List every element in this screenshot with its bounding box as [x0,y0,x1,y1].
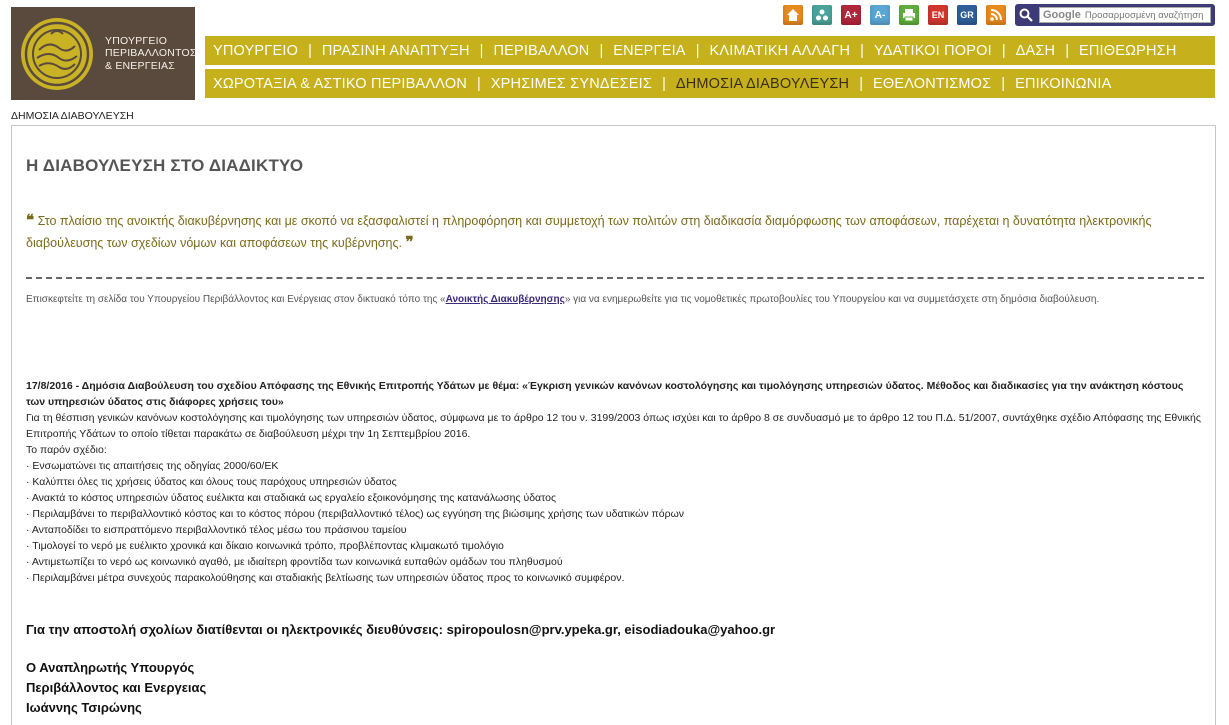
signature-block [26,658,206,718]
quote-open-icon: ❝ [26,211,35,229]
signature-line: Περιβάλλοντος και Ενεργειας [26,680,207,695]
nav-item-environment[interactable]: ΠΕΡΙΒΑΛΛΟΝ [493,42,590,59]
main-nav-row-2 [205,69,1215,98]
nav-separator: | [860,42,864,59]
logo-line: ΠΕΡΙΒΑΛΛΟΝΤΟΣ [105,47,197,60]
nav-item-spatial-planning[interactable]: ΧΩΡΟΤΑΞΙΑ & ΑΣΤΙΚΟ ΠΕΡΙΒΑΛΛΟΝ [213,75,468,92]
logo-text [105,35,197,73]
announcement-intro: Το παρόν σχέδιο: [26,444,107,456]
comments-emails: Για την αποστολή σχολίων διατίθενται οι ηλεκτρονικές διευθύνσεις: spiropoulosn@prv.ypeka.gr, eisodiadouka@yahoo.gr [26,622,776,637]
search-icon[interactable] [1015,4,1037,26]
share-icon[interactable] [812,5,832,25]
breadcrumb[interactable]: ΔΗΜΟΣΙΑ ΔΙΑΒΟΥΛΕΥΣΗ [11,110,134,122]
search-placeholder: Προσαρμοσμένη αναζήτηση [1084,9,1204,21]
announcement-list [26,458,1201,586]
announcement-title: 17/8/2016 - Δημόσια Διαβούλευση του σχεδίου Απόφασης της Εθνικής Επιτροπής Υδάτων με θέμα: «Έγκριση γενικών κανόνων κοστολόγησης και τιμολόγησης υπηρεσιών ύδατος. Μέθοδος και διαδικασίες για την ανάκτηση κόστους των υπηρεσιών ύδατος στις διάφορες χρήσεις του» [26,380,1184,408]
nav-item-climate-change[interactable]: ΚΛΙΜΑΤΙΚΗ ΑΛΛΑΓΗ [709,42,851,59]
nav-item-water-resources[interactable]: ΥΔΑΤΙΚΟΙ ΠΟΡΟΙ [873,42,992,59]
nav-item-ministry[interactable]: ΥΠΟΥΡΓΕΙΟ [213,42,299,59]
nav-item-inspection[interactable]: ΕΠΙΘΕΩΡΗΣΗ [1078,42,1177,59]
quote-text: Στο πλαίσιο της ανοικτής διακυβέρνησης και με σκοπό να εξασφαλιστεί η πληροφόρηση και συμμετοχή των πολιτών στη διαδικασία διαμόρφωσης των αποφάσεων, παρέχεται η δυνατότητα ηλεκτρονικής διαβούλευσης των σχεδίων νόμων και αποφάσεων της κυβέρνησης. [26,214,1152,250]
list-item: · Ανταποδίδει το εισπραττόμενο περιβαλλοντικό τέλος μέσω του πράσινου ταμείου [26,522,1201,538]
nav-item-forests[interactable]: ΔΑΣΗ [1015,42,1056,59]
intro-quote [26,210,1198,254]
nav-separator: | [859,75,863,92]
google-label: Google [1043,9,1081,21]
main-nav-row-1 [205,36,1215,65]
open-government-link[interactable]: Ανοικτής Διακυβέρνησης [445,294,565,305]
list-item: · Ανακτά το κόστος υπηρεσιών ύδατος ευέλικτα και σταδιακά ως εργαλείο εξοικονόμησης της κατανάλωσης ύδατος [26,490,1201,506]
list-item: · Καλύπτει όλες τις χρήσεις ύδατος και όλους τους παρόχους υπηρεσιών ύδατος [26,474,1201,490]
dashed-divider [26,277,1204,279]
nav-separator: | [1065,42,1069,59]
nav-item-energy[interactable]: ΕΝΕΡΓΕΙΑ [613,42,686,59]
lang-en-icon[interactable]: EN [928,5,948,25]
nav-separator: | [662,75,666,92]
visit-text-after: » για να ενημερωθείτε για τις νομοθετικές πρωτοβουλίες του Υπουργείου και να συμμετάσχετε στη δημόσια διαβούλευση. [564,294,1100,305]
search-box [1015,4,1215,26]
visit-text-before: Επισκεφτείτε τη σελίδα του Υπουργείου Περιβάλλοντος και Ενέργειας στον δικτυακό τόπο της « [26,294,446,305]
signature-line: Ο Αναπληρωτής Υπουργός [26,660,195,675]
ministry-logo[interactable] [11,7,195,100]
logo-line: & ΕΝΕΡΓΕΙΑΣ [105,59,175,72]
announcement-body: Για τη θέσπιση γενικών κανόνων κοστολόγησης και τιμολόγησης των υπηρεσιών ύδατος, σύμφωνα με το άρθρο 12 του ν. 3199/2003 όπως ισχύει και το άρθρο 8 σε συνδυασμό με το άρθρο 12 του Π.Δ. 51/2007, συντάχθηκε σχέδιο Απόφασης της Εθνικής Επιτροπής Υδάτων το οποίο τίθεται παρακάτω σε διαβούλευση μέχρι την 1η Σεπτεμβρίου 2016. [26,412,1201,440]
utility-toolbar [783,5,1015,25]
logo-line: ΥΠΟΥΡΓΕΙΟ [105,34,168,47]
nav-item-green-growth[interactable]: ΠΡΑΣΙΝΗ ΑΝΑΠΤΥΞΗ [321,42,470,59]
list-item: · Ενσωματώνει τις απαιτήσεις της οδηγίας 2000/60/ΕΚ [26,458,1201,474]
sun-emblem-icon [17,14,97,94]
nav-item-useful-links[interactable]: ΧΡΗΣΙΜΕΣ ΣΥΝΔΕΣΕΙΣ [490,75,653,92]
nav-separator: | [1001,75,1006,92]
signature-line: Ιωάννης Τσιρώνης [26,700,142,715]
nav-item-contact[interactable]: ΕΠΙΚΟΙΝΩΝΙΑ [1015,75,1112,92]
consultation-announcement [26,378,1201,586]
nav-separator: | [695,42,700,59]
print-icon[interactable] [899,5,919,25]
list-item: · Αντιμετωπίζει το νερό ως κοινωνικό αγαθό, με ιδιαίτερη φροντίδα των κοινωνικά ευπαθών ομάδων του πληθυσμού [26,554,1201,570]
list-item: · Περιλαμβάνει το περιβαλλοντικό κόστος και το κόστος πόρου (περιβαλλοντικό τέλος) ως εγγύηση της βιώσιμης χρήσης των υδατικών πόρων [26,506,1201,522]
font-decrease-icon[interactable]: A- [870,5,890,25]
lang-gr-icon[interactable]: GR [957,5,977,25]
nav-item-public-consultation[interactable]: ΔΗΜΟΣΙΑ ΔΙΑΒΟΥΛΕΥΣΗ [675,75,850,92]
nav-separator: | [479,42,484,59]
content-panel [11,125,1216,725]
visit-text [26,294,1099,305]
home-icon[interactable] [783,5,803,25]
rss-icon[interactable] [986,5,1006,25]
list-item: · Περιλαμβάνει μέτρα συνεχούς παρακολούθησης και σταδιακής βελτίωσης των υπηρεσιών ύδατος προς το κοινωνικό συμφέρον. [26,570,1201,586]
list-item: · Τιμολογεί το νερό με ευέλικτο χρονικά και δίκαιο κοινωνικά τρόπο, προβλέποντας κλιμακωτό τιμολόγιο [26,538,1201,554]
quote-close-icon: ❞ [405,233,414,251]
font-increase-icon[interactable]: A+ [841,5,861,25]
nav-item-volunteering[interactable]: ΕΘΕΛΟΝΤΙΣΜΟΣ [872,75,992,92]
nav-separator: | [1001,42,1006,59]
search-input[interactable] [1039,7,1211,23]
page-title: Η ΔΙΑΒΟΥΛΕΥΣΗ ΣΤΟ ΔΙΑΔΙΚΤΥΟ [26,156,304,175]
nav-separator: | [599,42,604,59]
nav-separator: | [477,75,481,92]
nav-separator: | [308,42,312,59]
